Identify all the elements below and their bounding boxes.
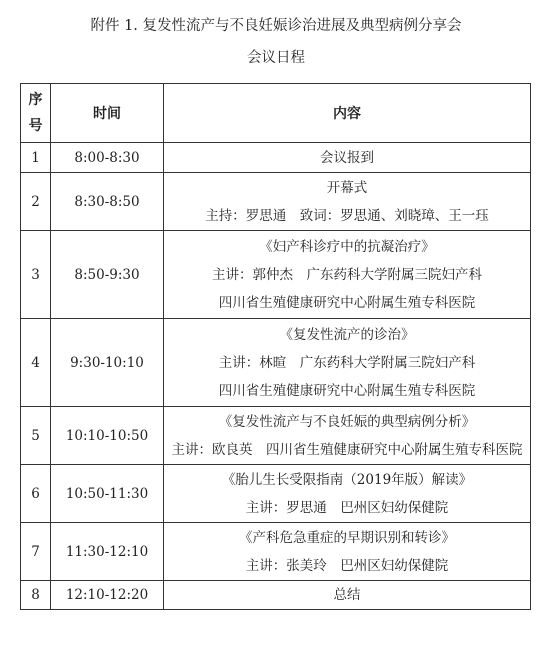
row-time: 8:30-8:50	[51, 173, 164, 231]
content-line: 会议报到	[320, 149, 374, 166]
header-no	[21, 84, 51, 143]
content-line: 开幕式	[326, 179, 368, 196]
table-row	[21, 143, 531, 173]
row-number: 2	[21, 173, 51, 231]
content-line: 主讲：欧良英 四川省生殖健康研究中心附属生殖专科医院	[171, 441, 523, 458]
row-content	[164, 581, 531, 610]
row-number: 3	[21, 231, 51, 319]
content-line: 主讲：林暄 广东药科大学附属三院妇产科	[218, 354, 476, 371]
header-no-line1: 序	[28, 92, 43, 108]
row-content	[164, 407, 531, 465]
content-line: 《胎儿生长受限指南（2019年版）解读》	[221, 471, 473, 488]
table-row	[21, 173, 531, 231]
table-row	[21, 581, 531, 610]
row-number: 5	[21, 407, 51, 465]
content-line: 主持：罗思通 致词：罗思通、刘晓璋、王一珏	[205, 207, 489, 224]
row-number: 7	[21, 523, 51, 581]
content-line: 四川省生殖健康研究中心附属生殖专科医院	[218, 382, 476, 399]
content-line: 四川省生殖健康研究中心附属生殖专科医院	[218, 294, 476, 311]
content-line: 主讲：郭仲杰 广东药科大学附属三院妇产科	[212, 266, 482, 283]
table-row	[21, 407, 531, 465]
content-line: 《复发性流产与不良妊娠的典型病例分析》	[218, 413, 476, 430]
row-number: 4	[21, 319, 51, 407]
content-line: 主讲：张美玲 巴州区妇幼保健院	[245, 557, 449, 574]
schedule-table	[20, 83, 531, 610]
content-line: 《妇产科诊疗中的抗凝治疗》	[259, 238, 435, 255]
header-content: 内容	[164, 84, 531, 143]
row-number: 8	[21, 581, 51, 610]
row-time: 10:50-11:30	[51, 465, 164, 523]
document-subtitle: 会议日程	[247, 50, 305, 66]
row-number: 1	[21, 143, 51, 173]
row-time: 8:50-9:30	[51, 231, 164, 319]
header-no-line2: 号	[28, 118, 43, 134]
document-title: 附件 1. 复发性流产与不良妊娠诊治进展及典型病例分享会	[90, 18, 462, 34]
content-line: 《复发性流产的诊治》	[279, 326, 415, 343]
row-content	[164, 143, 531, 173]
row-time: 9:30-10:10	[51, 319, 164, 407]
content-line: 《产科危急重症的早期识别和转诊》	[239, 529, 455, 546]
row-time: 8:00-8:30	[51, 143, 164, 173]
row-time: 10:10-10:50	[51, 407, 164, 465]
row-content	[164, 173, 531, 231]
table-header-row	[21, 84, 531, 143]
row-content	[164, 523, 531, 581]
row-time: 12:10-12:20	[51, 581, 164, 610]
row-content	[164, 231, 531, 319]
row-content	[164, 465, 531, 523]
row-content	[164, 319, 531, 407]
table-row	[21, 319, 531, 407]
row-time: 11:30-12:10	[51, 523, 164, 581]
table-row	[21, 523, 531, 581]
content-line: 总结	[333, 587, 361, 603]
table-row	[21, 465, 531, 523]
content-line: 主讲：罗思通 巴州区妇幼保健院	[245, 499, 449, 516]
table-row	[21, 231, 531, 319]
row-number: 6	[21, 465, 51, 523]
header-time: 时间	[51, 84, 164, 143]
